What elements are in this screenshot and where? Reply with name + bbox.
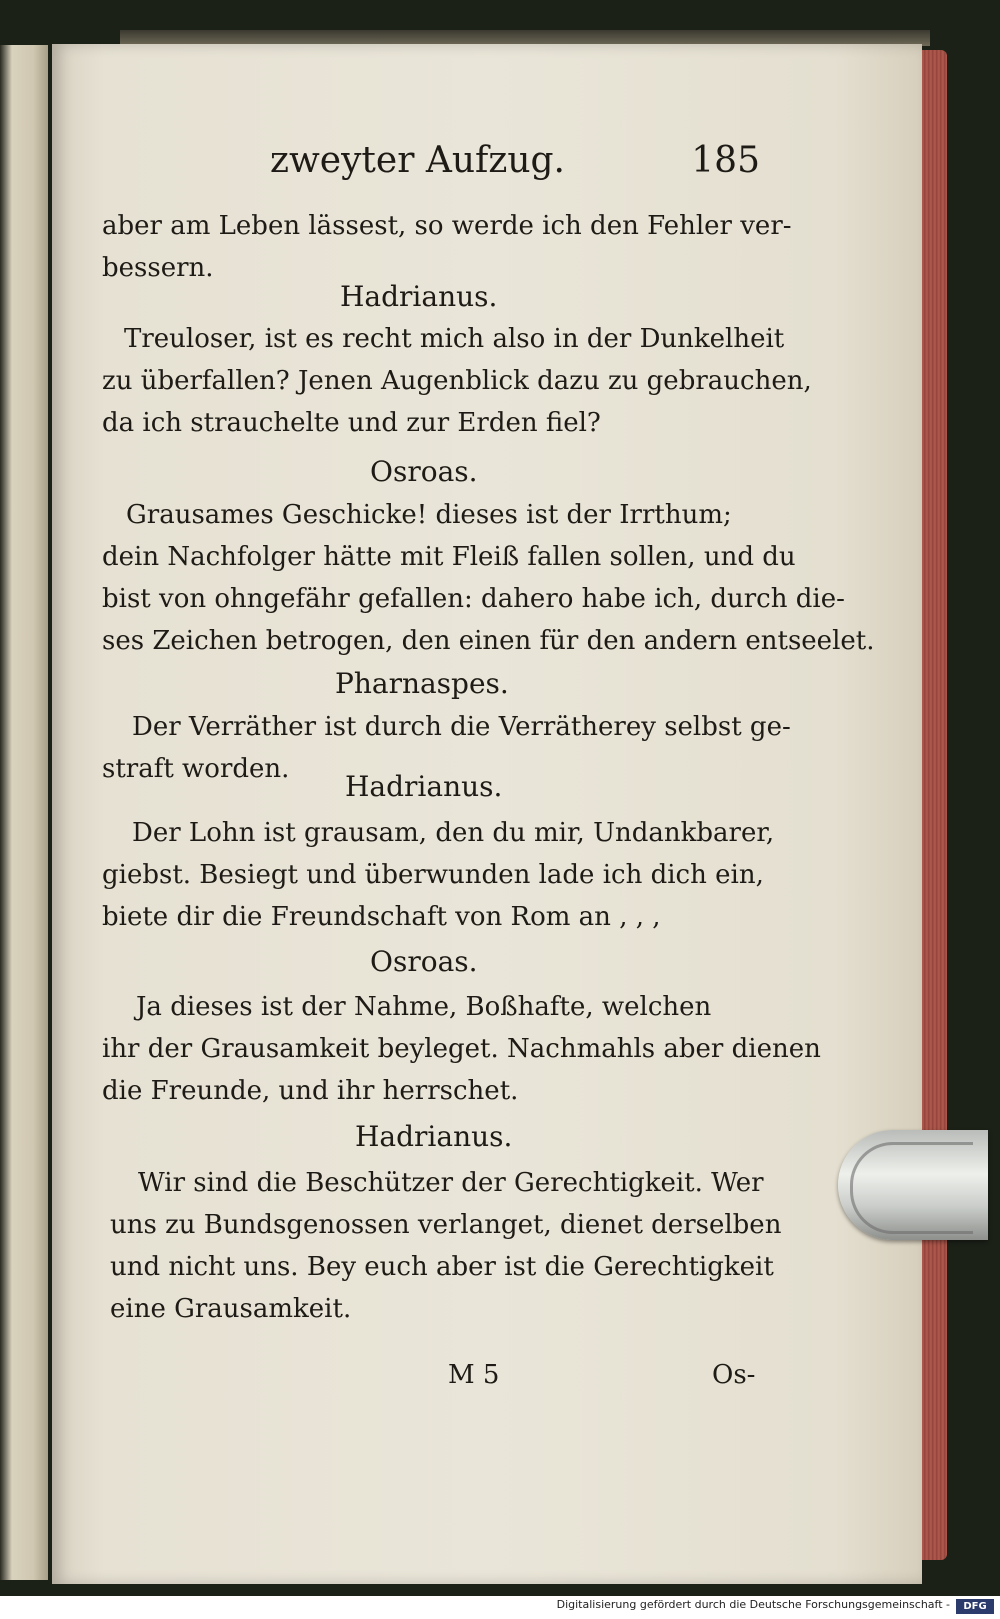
text-line: die Freunde, und ihr herrschet. xyxy=(102,1076,519,1106)
speaker-name: Osroas. xyxy=(370,945,478,978)
text-line: ses Zeichen betrogen, den einen für den andern entseelet. xyxy=(102,626,875,656)
page-clip-inner xyxy=(850,1142,973,1234)
text-line: biete dir die Freundschaft von Rom an , , , xyxy=(102,902,661,932)
speaker-name: Osroas. xyxy=(370,455,478,488)
text-line: dein Nachfolger hätte mit Fleiß fallen sollen, und du xyxy=(102,542,796,572)
running-header xyxy=(270,140,760,190)
text-line: und nicht uns. Bey euch aber ist die Gerechtigkeit xyxy=(110,1252,774,1282)
page-number: 185 xyxy=(691,140,760,181)
text-line: da ich strauchelte und zur Erden fiel? xyxy=(102,408,601,438)
text-line: Treuloser, ist es recht mich also in der Dunkelheit xyxy=(124,324,785,354)
speaker-name: Hadrianus. xyxy=(340,280,498,313)
text-line: uns zu Bundsgenossen verlanget, dienet derselben xyxy=(110,1210,782,1240)
running-title: zweyter Aufzug. xyxy=(270,140,565,181)
catchword: Os- xyxy=(712,1360,756,1390)
speaker-name: Hadrianus. xyxy=(355,1120,513,1153)
text-line: ihr der Grausamkeit beyleget. Nachmahls aber dienen xyxy=(102,1034,821,1064)
signature-mark: M 5 xyxy=(448,1360,500,1390)
text-line: Der Verräther ist durch die Verrätherey selbst ge- xyxy=(132,712,791,742)
text-line: straft worden. xyxy=(102,754,290,784)
text-line: bist von ohngefähr gefallen: dahero habe ich, durch die- xyxy=(102,584,845,614)
text-line: eine Grausamkeit. xyxy=(110,1294,352,1324)
credit-text: Digitalisierung gefördert durch die Deutsche Forschungsgemeinschaft - xyxy=(556,1598,950,1611)
text-line: Wir sind die Beschützer der Gerechtigkeit. Wer xyxy=(138,1168,764,1198)
text-line: Der Lohn ist grausam, den du mir, Undankbarer, xyxy=(132,818,775,848)
text-line: aber am Leben lässest, so werde ich den Fehler ver- xyxy=(102,211,792,241)
dfg-logo: DFG xyxy=(956,1599,994,1614)
speaker-name: Hadrianus. xyxy=(345,770,503,803)
text-line: bessern. xyxy=(102,253,214,283)
text-line: Grausames Geschicke! dieses ist der Irrthum; xyxy=(126,500,732,530)
text-line: zu überfallen? Jenen Augenblick dazu zu gebrauchen, xyxy=(102,366,812,396)
previous-page-edge xyxy=(0,45,48,1580)
page-clip xyxy=(838,1130,988,1240)
text-line: Ja dieses ist der Nahme, Boßhafte, welchen xyxy=(136,992,712,1022)
text-line: giebst. Besiegt und überwunden lade ich dich ein, xyxy=(102,860,764,890)
speaker-name: Pharnaspes. xyxy=(335,667,509,700)
